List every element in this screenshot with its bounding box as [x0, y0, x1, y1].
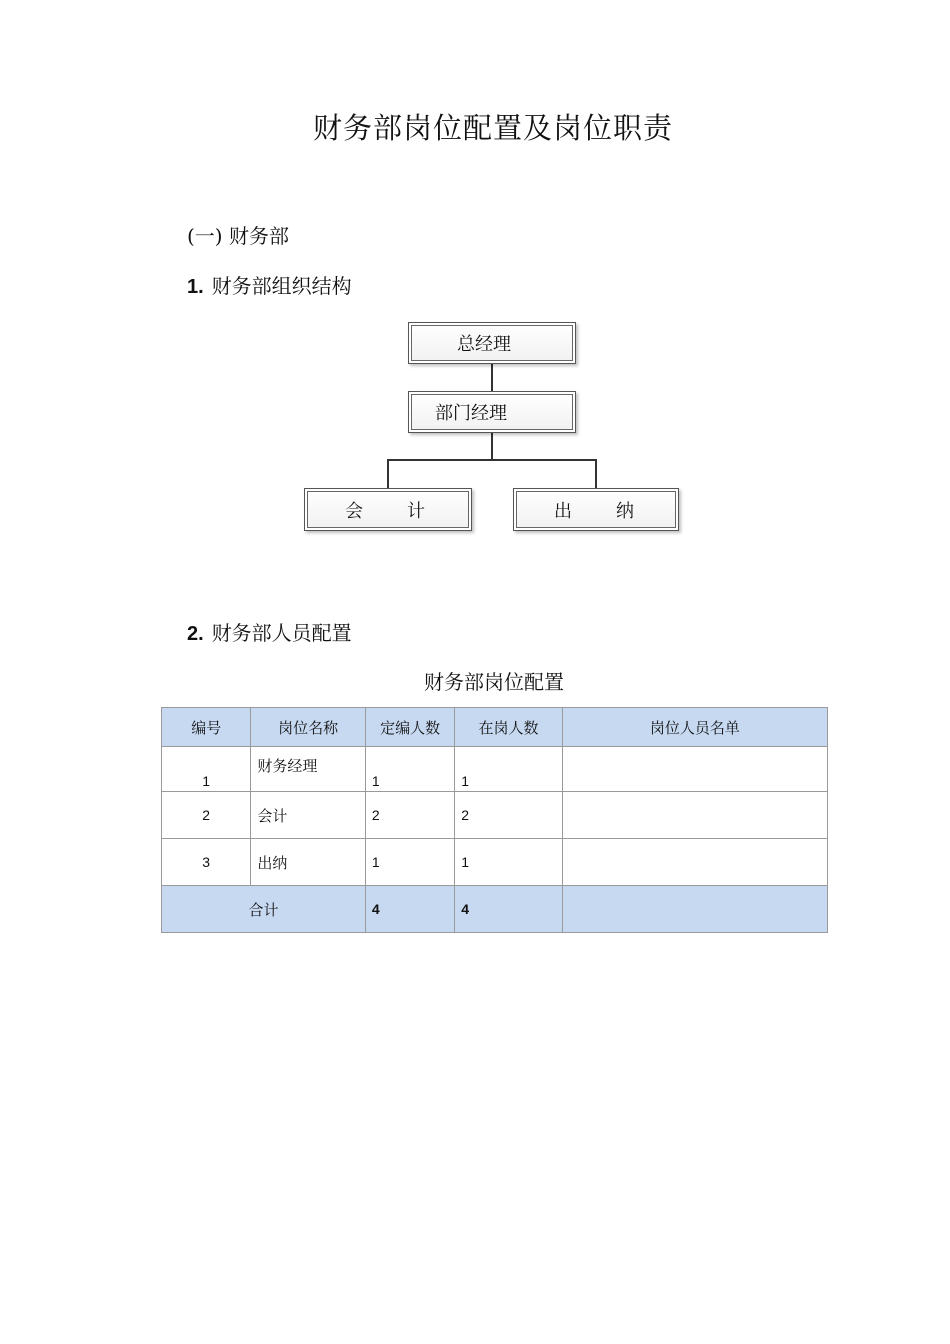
cell-names — [562, 792, 827, 839]
cell-total-names — [562, 886, 827, 933]
cell-position: 财务经理 — [251, 747, 366, 792]
cell-quota: 1 — [365, 747, 454, 792]
org-node-department-manager — [408, 391, 576, 433]
org-node-general-manager — [408, 322, 576, 364]
cell-total-label — [162, 886, 366, 933]
cell-quota: 1 — [365, 839, 454, 886]
table-row — [162, 747, 828, 792]
column-header: 岗位人员名单 — [562, 708, 827, 747]
section-heading — [187, 220, 289, 249]
cell-total-on-post: 4 — [455, 886, 562, 933]
connector-line — [491, 433, 493, 460]
section-heading-text: (一) 财务部 — [187, 224, 289, 248]
subsection-heading-org — [187, 270, 352, 299]
connector-line — [491, 364, 493, 391]
connector-line — [387, 459, 597, 461]
subsection-text: 财务部人员配置 — [211, 621, 352, 645]
org-node-cashier — [513, 488, 679, 531]
cell-number: 3 — [162, 839, 251, 886]
org-node-label-part: 计 — [407, 500, 425, 522]
org-node-accountant — [304, 488, 472, 531]
column-header: 编号 — [162, 708, 251, 747]
column-header: 岗位名称 — [251, 708, 366, 747]
subsection-heading-staffing — [187, 617, 352, 646]
staff-table — [161, 707, 828, 933]
table-total-row — [162, 886, 828, 933]
cell-total-quota: 4 — [365, 886, 454, 933]
column-header: 定编人数 — [365, 708, 454, 747]
column-header: 在岗人数 — [455, 708, 562, 747]
cell-number: 2 — [162, 792, 251, 839]
table-row — [162, 839, 828, 886]
org-node-label-part: 会 — [345, 500, 363, 522]
subsection-number: 2. — [187, 623, 204, 645]
cell-on-post: 1 — [455, 747, 562, 792]
subsection-text: 财务部组织结构 — [211, 274, 352, 298]
cell-quota: 2 — [365, 792, 454, 839]
cell-position: 出纳 — [251, 839, 366, 886]
org-node-label: 总经理 — [457, 334, 511, 355]
org-node-label-part: 纳 — [616, 500, 634, 522]
table-row — [162, 792, 828, 839]
cell-position: 会计 — [251, 792, 366, 839]
subsection-number: 1. — [187, 276, 204, 298]
cell-names — [562, 747, 827, 792]
org-node-label-part: 出 — [554, 500, 572, 522]
connector-line — [595, 459, 597, 488]
connector-line — [387, 459, 389, 488]
cell-number: 1 — [162, 747, 251, 792]
cell-on-post: 2 — [455, 792, 562, 839]
total-label: 合计 — [248, 900, 279, 919]
cell-names — [562, 839, 827, 886]
cell-on-post: 1 — [455, 839, 562, 886]
document-title: 财务部岗位配置及岗位职责 — [312, 111, 673, 145]
table-header-row — [162, 708, 828, 747]
org-node-label: 部门经理 — [435, 403, 507, 424]
table-caption: 财务部岗位配置 — [424, 670, 564, 694]
